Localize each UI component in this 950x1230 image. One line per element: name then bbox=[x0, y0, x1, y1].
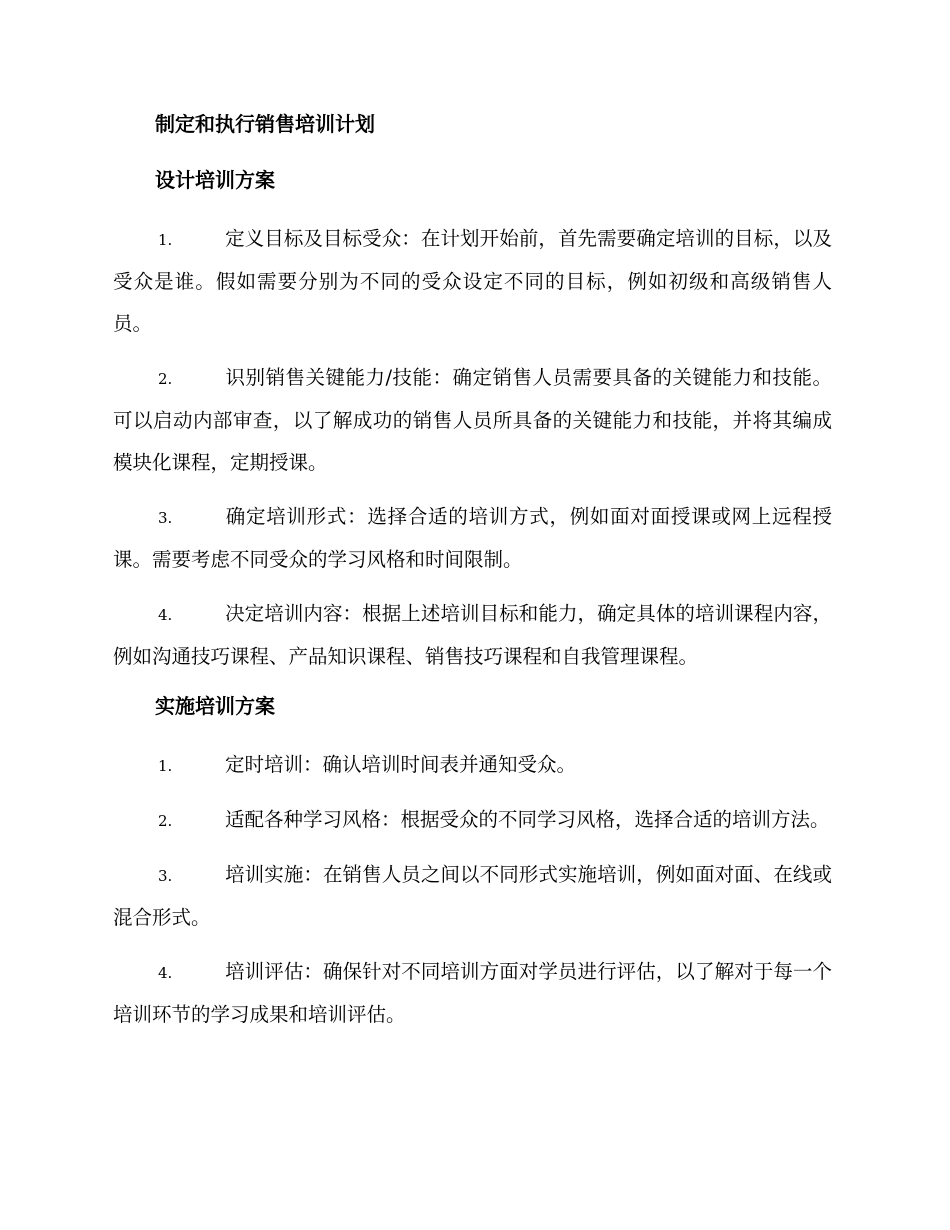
item-number: 4. bbox=[158, 606, 173, 624]
item-text: 定义目标及目标受众：在计划开始前，首先需要确定培训的目标，以及受众是谁。假如需要分别为不同的受众设定不同的目标，例如初级和高级销售人员。 bbox=[113, 227, 832, 335]
section-heading: 实施培训方案 bbox=[155, 694, 275, 718]
item-number: 4. bbox=[158, 964, 173, 982]
list-item bbox=[113, 799, 832, 842]
list-item bbox=[113, 496, 832, 581]
list-item bbox=[113, 854, 832, 939]
item-number: 2. bbox=[158, 812, 173, 830]
document-title: 制定和执行销售培训计划 bbox=[155, 112, 375, 136]
list-item bbox=[113, 593, 832, 678]
list-item bbox=[113, 218, 832, 345]
item-number: 1. bbox=[158, 757, 173, 775]
item-number: 3. bbox=[158, 509, 173, 527]
item-number: 1. bbox=[158, 231, 173, 249]
item-text: 决定培训内容：根据上述培训目标和能力，确定具体的培训课程内容，例如沟通技巧课程、产品知识课程、销售技巧课程和自我管理课程。 bbox=[113, 602, 832, 668]
item-text: 培训评估：确保针对不同培训方面对学员进行评估，以了解对于每一个培训环节的学习成果和培训评估。 bbox=[113, 960, 832, 1026]
item-text: 确定培训形式：选择合适的培训方式，例如面对面授课或网上远程授课。需要考虑不同受众的学习风格和时间限制。 bbox=[113, 505, 832, 571]
item-text: 定时培训：确认培训时间表并通知受众。 bbox=[225, 753, 577, 776]
section-design bbox=[113, 164, 832, 678]
item-text: 识别销售关键能力/技能：确定销售人员需要具备的关键能力和技能。可以启动内部审查，以了解成功的销售人员所具备的关键能力和技能，并将其编成模块化课程，定期授课。 bbox=[113, 366, 832, 474]
item-number: 3. bbox=[158, 867, 173, 885]
list-item bbox=[113, 951, 832, 1036]
item-number: 2. bbox=[158, 370, 173, 388]
list-item bbox=[113, 357, 832, 484]
section-implement bbox=[113, 690, 832, 1036]
item-text: 培训实施：在销售人员之间以不同形式实施培训，例如面对面、在线或混合形式。 bbox=[113, 863, 832, 929]
item-text: 适配各种学习风格：根据受众的不同学习风格，选择合适的培训方法。 bbox=[225, 808, 830, 831]
list-item bbox=[113, 744, 832, 787]
section-heading: 设计培训方案 bbox=[155, 168, 275, 192]
